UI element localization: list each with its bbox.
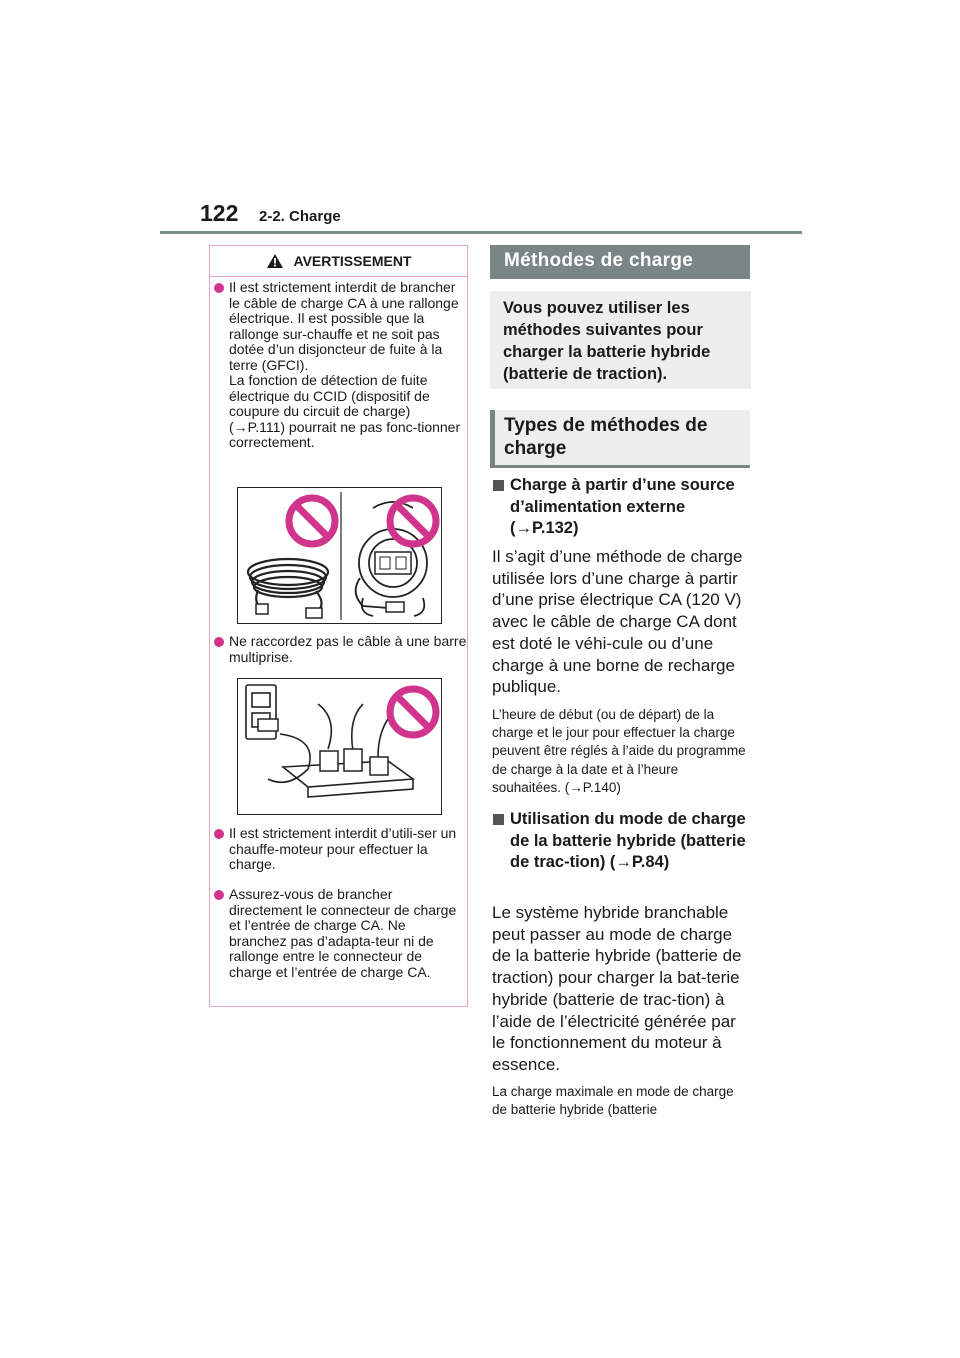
prohibition-icon	[385, 684, 441, 740]
square-bullet-icon	[493, 814, 504, 825]
section-heading: Méthodes de charge	[490, 245, 750, 279]
method-heading-text: Charge à partir d’une source d’alimentation externe (→P.132)	[510, 476, 735, 537]
intro-box: Vous pouvez utiliser les méthodes suivantes pour charger la batterie hybride (batterie de traction).	[490, 291, 751, 389]
subsection-heading: Types de méthodes de charge	[490, 410, 750, 468]
section-title: 2-2. Charge	[259, 208, 341, 225]
bullet-icon	[214, 283, 224, 293]
bullet-icon	[214, 637, 224, 647]
warning-box	[209, 245, 468, 1007]
warning-item-1	[210, 280, 467, 451]
warning-header	[210, 246, 467, 277]
power-strip-illustration	[237, 678, 442, 815]
page-number: 122	[200, 200, 239, 226]
warning-item-2	[210, 634, 467, 665]
warning-item-text: Il est strictement interdit de brancher le câble de charge CA à une rallonge électrique. Il est possible que la rallonge sur-chauffe et ne soit pas dotée d’un disjoncteur de fuite à la terre (GFCI).	[229, 279, 459, 373]
prohibition-icon	[385, 493, 441, 549]
warning-item-text: Assurez-vous de brancher directement le connecteur de charge et l’entrée de charge CA. Ne branchez pas d’adapta-teur ni de rallonge entre le connecteur de charge et l’entrée de charge CA.	[229, 886, 457, 980]
method-note-2: La charge maximale en mode de charge de batterie hybride (batterie	[492, 1084, 734, 1118]
method-body-1: Il s’agit d’une méthode de charge utilisée lors d’une charge à partir d’une prise électrique CA (120 V) avec le câble de charge CA dont est doté le véhi-cule ou d’une charge à une borne de recharge publique.	[492, 547, 743, 697]
warning-item-4	[210, 887, 467, 980]
prohibition-icon	[284, 493, 340, 549]
method-note-1: L’heure de début (ou de départ) de la charge et le jour pour effectuer la charge peuvent être réglés à l’aide du programme de charge à la date et à l’heure souhaitées. (→P.140)	[492, 707, 746, 795]
extension-cord-illustration	[237, 487, 442, 624]
bullet-icon	[214, 890, 224, 900]
method-heading-text: Utilisation du mode de charge de la batterie hybride (batterie de trac-tion) (→P.84)	[510, 810, 746, 871]
header-rule	[160, 231, 802, 234]
warning-item-text-cont: La fonction de détection de fuite électrique du CCID (dispositif de coupure du circuit de charge) (→P.111) pourrait ne pas fonc-tionner correctement.	[229, 372, 461, 450]
warning-item-text: Il est strictement interdit d’utili-ser un chauffe-moteur pour effectuer la charge.	[229, 825, 457, 872]
warning-triangle-icon	[266, 253, 284, 269]
method-heading-1	[492, 475, 747, 540]
warning-item-3	[210, 826, 467, 873]
method-body-2: Le système hybride branchable peut passer au mode de charge de la batterie hybride (batterie de traction) pour charger la bat-terie hybride (batterie de trac-tion) à l’aide de l’électricité générée par le fonctionnement du moteur à essence.	[492, 903, 742, 1074]
square-bullet-icon	[493, 480, 504, 491]
warning-title: AVERTISSEMENT	[293, 253, 412, 269]
method-heading-2	[492, 809, 747, 874]
bullet-icon	[214, 829, 224, 839]
warning-item-text: Ne raccordez pas le câble à une barre multiprise.	[229, 633, 467, 665]
